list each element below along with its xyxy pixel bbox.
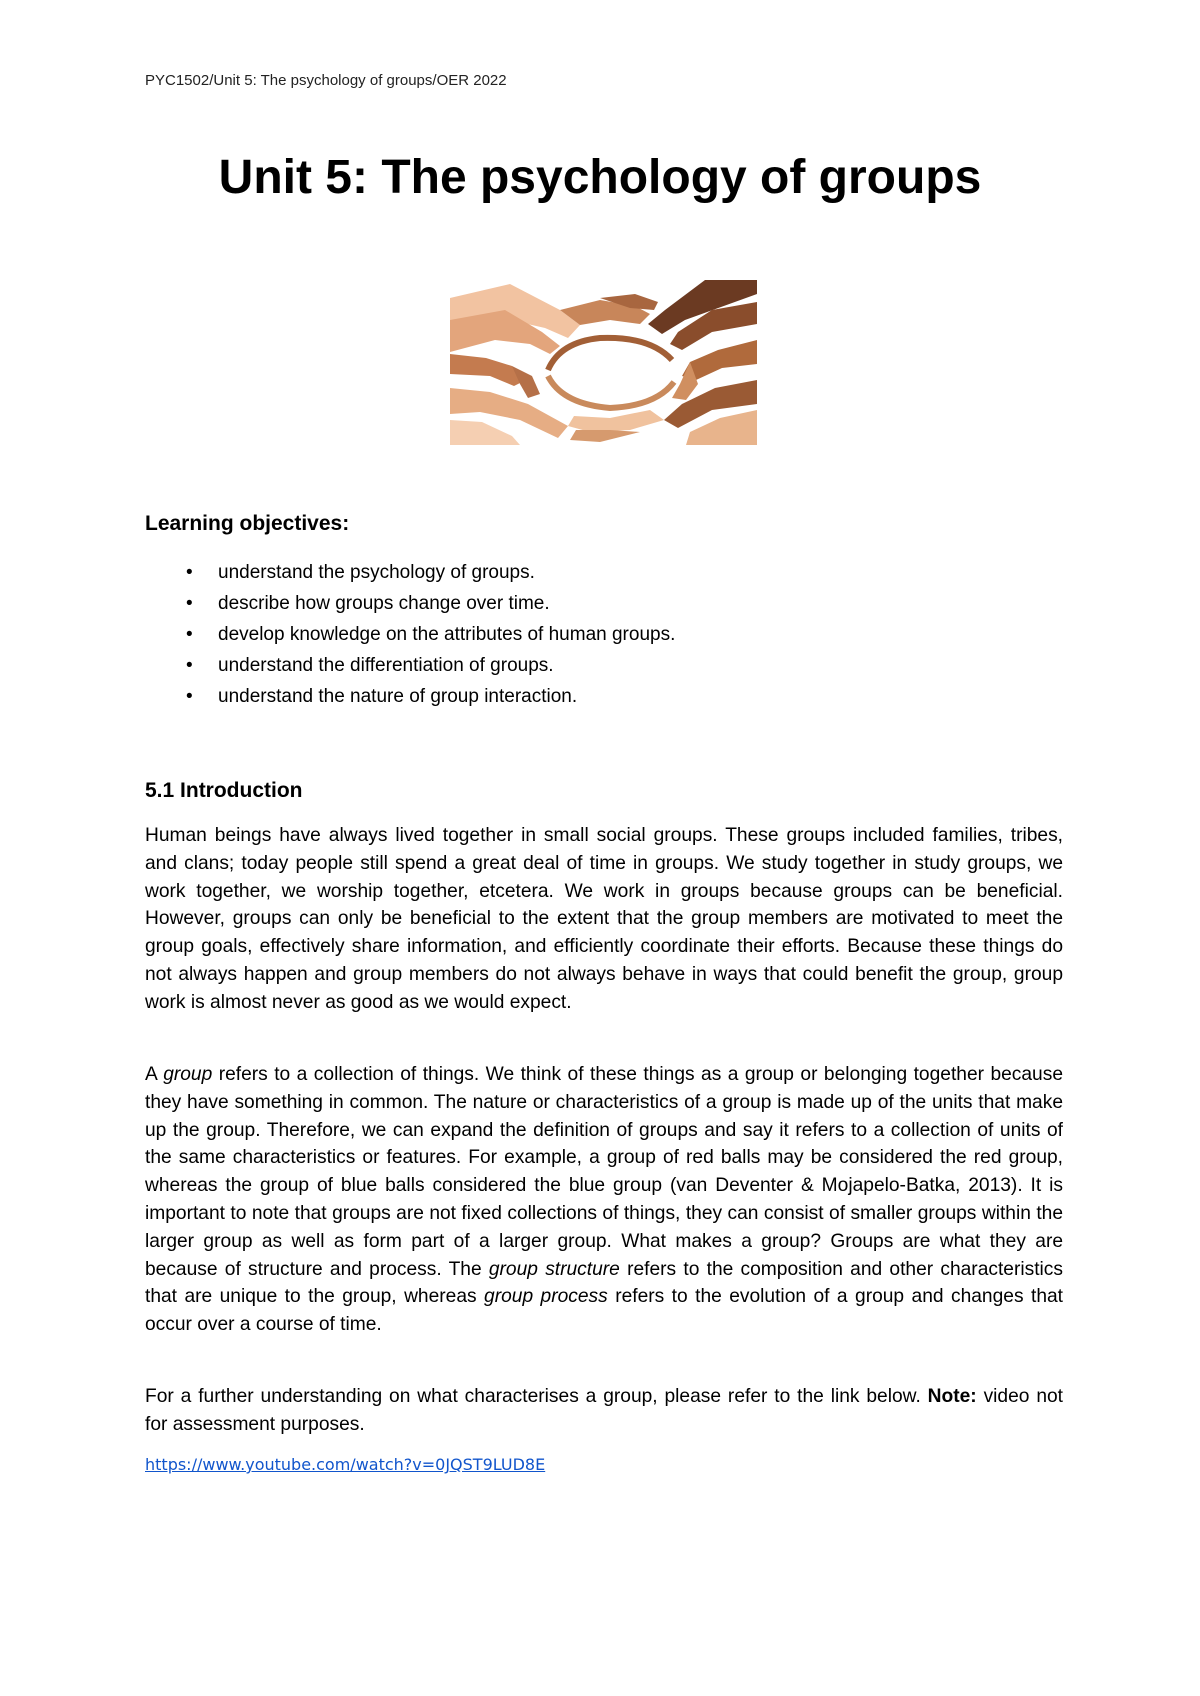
group-definition-paragraph: [145, 1061, 1063, 1339]
bullet-icon: •: [186, 686, 193, 707]
bullet-icon: •: [186, 624, 193, 645]
hands-circle-illustration: [450, 280, 757, 445]
paragraph-text: A: [145, 1064, 164, 1085]
running-header: PYC1502/Unit 5: The psychology of groups/OER 2022: [145, 72, 507, 89]
paragraph-text: refers to the evolution of a group and changes that occur over a course of time.: [145, 1286, 1063, 1336]
intro-paragraph: Human beings have always lived together in small social groups. These groups included families, tribes, and clans; today people still spend a great deal of time in groups. We study together in study groups, we work together, we worship together, etcetera. We work in groups because groups can be beneficial. However, groups can only be beneficial to the extent that the group members are motivated to meet the group goals, effectively share information, and efficiently coordinate their efforts. Because these things do not always happen and group members do not always behave in ways that could benefit the group, group work is almost never as good as we would expect.: [145, 825, 1063, 1013]
group-process-term: group process: [484, 1286, 608, 1308]
list-item: [145, 557, 675, 588]
objective-text: understand the differentiation of groups.: [218, 655, 554, 676]
objective-text: develop knowledge on the attributes of human groups.: [218, 624, 676, 645]
bullet-icon: •: [186, 593, 193, 614]
youtube-link[interactable]: https://www.youtube.com/watch?v=0JQST9LUD8E: [145, 1455, 546, 1474]
group-structure-term: group structure: [488, 1258, 620, 1280]
objective-text: understand the nature of group interaction.: [218, 686, 578, 707]
bullet-icon: •: [186, 655, 193, 676]
paragraph-text: refers to a collection of things. We think of these things as a group or belonging together because they have something in common. The nature or characteristics of a group is made up of the units that make up the group. Therefore, we can expand the definition of groups and say it refers to a collection of units of the same characteristics or features. For example, a group of red balls may be considered the red group, whereas the group of blue balls considered the blue group (van Deventer & Mojapelo-Batka, 2013). It is important to note that groups are not fixed collections of things, they can consist of smaller groups within the larger group as well as form part of a larger group. What makes a group? Groups are what they are because of structure and process. The: [145, 1064, 1063, 1280]
further-reading-paragraph: [145, 1383, 1063, 1439]
list-item: [145, 588, 675, 619]
list-item: [145, 619, 675, 650]
bullet-icon: •: [186, 562, 193, 583]
section-heading: 5.1 Introduction: [145, 779, 303, 802]
note-label: Note:: [927, 1386, 977, 1407]
page-title: Unit 5: The psychology of groups: [218, 151, 982, 204]
learning-objectives-list: [145, 557, 675, 712]
objective-text: describe how groups change over time.: [218, 593, 550, 614]
list-item: [145, 650, 675, 681]
paragraph-text: refers to the composition and other characteristics that are unique to the group, whereas: [145, 1258, 1063, 1308]
note-text: video not for assessment purposes.: [145, 1386, 1063, 1435]
group-term: group: [163, 1064, 213, 1085]
paragraph-text: For a further understanding on what characterises a group, please refer to the link below.: [145, 1386, 928, 1407]
objective-text: understand the psychology of groups.: [218, 562, 535, 583]
learning-objectives-heading: Learning objectives:: [145, 512, 350, 535]
list-item: [145, 681, 675, 712]
